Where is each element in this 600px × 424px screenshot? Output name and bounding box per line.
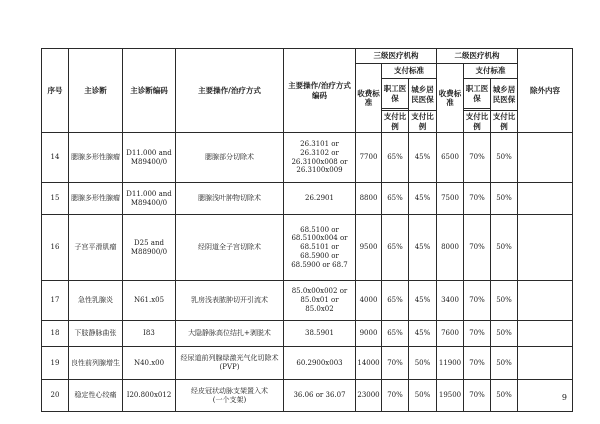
row-procedure: 经皮冠状动脉支架置入术 (一个支架) [176,380,284,412]
header-ratio-employee-2: 支付比例 [464,111,491,133]
table-row [42,347,573,380]
row-seq: 14 [42,133,69,183]
row-resident-ratio-level2: 50% [491,183,518,215]
row-resident-ratio-level2: 50% [491,347,518,380]
row-fee-level3: 9500 [356,215,382,281]
row-diagnosis-code: D11.000 and M89400/0 [123,133,176,183]
header-fee-std-3: 收费标准 [356,64,382,133]
row-fee-level3: 4000 [356,281,382,321]
row-fee-level3: 7700 [356,133,382,183]
row-exclude [518,347,573,380]
row-seq: 20 [42,380,69,412]
row-procedure-code: 68.5100 or 68.5100x004 or 68.5101 or 68.5900 or 68.5900 or 68.7 [284,215,356,281]
header-ratio-resident-2: 支付比例 [491,111,518,133]
row-resident-ratio-level3: 45% [409,133,437,183]
row-diagnosis: 腮腺多形性腺瘤 [69,133,123,183]
header-level3: 三级医疗机构 [356,49,437,64]
row-employee-ratio-level2: 70% [464,133,491,183]
page-number: 9 [561,393,567,402]
row-diagnosis-code: N40.x00 [123,347,176,380]
header-employee-2: 职工医保 [464,79,491,109]
row-fee-level2: 19500 [437,380,464,412]
row-employee-ratio-level2: 70% [464,215,491,281]
pricing-table [41,48,573,412]
header-ratio-resident-3: 支付比例 [409,111,437,133]
row-diagnosis-code: D25 and M88900/0 [123,215,176,281]
row-seq: 15 [42,183,69,215]
table-row [42,321,573,347]
header-diagnosis: 主诊断 [69,49,123,133]
row-fee-level3: 23000 [356,380,382,412]
row-exclude [518,133,573,183]
row-fee-level2: 7600 [437,321,464,347]
row-fee-level2: 6500 [437,133,464,183]
row-resident-ratio-level3: 45% [409,215,437,281]
row-resident-ratio-level3: 45% [409,281,437,321]
table-row [42,281,573,321]
row-resident-ratio-level3: 45% [409,321,437,347]
row-procedure: 大隐静脉高位结扎+剥脱术 [176,321,284,347]
header-seq: 序号 [42,49,69,133]
table-row [42,380,573,412]
row-fee-level3: 8800 [356,183,382,215]
row-seq: 17 [42,281,69,321]
row-employee-ratio-level2: 70% [464,321,491,347]
row-employee-ratio-level3: 70% [382,347,409,380]
row-diagnosis-code: N61.x05 [123,281,176,321]
header-diagnosis-code: 主诊断编码 [123,49,176,133]
header-exclude: 除外内容 [518,49,573,133]
row-procedure-code: 26.2901 [284,183,356,215]
row-employee-ratio-level3: 70% [382,380,409,412]
header-pay-std-2: 支付标准 [464,64,518,79]
row-exclude [518,183,573,215]
row-seq: 19 [42,347,69,380]
row-resident-ratio-level3: 50% [409,347,437,380]
row-procedure-code: 85.0x00x002 or 85.0x01 or 85.0x02 [284,281,356,321]
row-diagnosis: 急性乳腺炎 [69,281,123,321]
row-employee-ratio-level2: 70% [464,183,491,215]
row-exclude [518,321,573,347]
header-procedure: 主要操作/治疗方式 [176,49,284,133]
header-ratio-employee-3: 支付比例 [382,111,409,133]
row-employee-ratio-level2: 70% [464,380,491,412]
row-employee-ratio-level3: 65% [382,183,409,215]
table-row [42,215,573,281]
row-diagnosis: 下肢静脉曲张 [69,321,123,347]
row-procedure: 经阴道全子宫切除术 [176,215,284,281]
row-procedure-code: 60.2900x003 [284,347,356,380]
row-resident-ratio-level2: 50% [491,215,518,281]
row-procedure-code: 36.06 or 36.07 [284,380,356,412]
row-employee-ratio-level3: 65% [382,133,409,183]
row-fee-level3: 9000 [356,321,382,347]
row-fee-level2: 8000 [437,215,464,281]
row-fee-level2: 7500 [437,183,464,215]
row-employee-ratio-level2: 70% [464,281,491,321]
row-diagnosis-code: D11.000 and M89400/0 [123,183,176,215]
header-fee-std-2: 收费标准 [437,64,464,133]
row-resident-ratio-level2: 50% [491,380,518,412]
row-diagnosis: 腮腺多形性腺瘤 [69,183,123,215]
row-exclude [518,281,573,321]
row-employee-ratio-level3: 65% [382,215,409,281]
row-resident-ratio-level2: 50% [491,321,518,347]
row-seq: 16 [42,215,69,281]
row-diagnosis-code: I83 [123,321,176,347]
row-resident-ratio-level2: 50% [491,133,518,183]
table-row [42,183,573,215]
row-diagnosis: 稳定性心绞痛 [69,380,123,412]
row-procedure: 腮腺部分切除术 [176,133,284,183]
header-resident-2: 城乡居民医保 [491,79,518,111]
row-procedure-code: 38.5901 [284,321,356,347]
header-resident-3: 城乡居民医保 [409,79,437,111]
header-procedure-code: 主要操作/治疗方式编码 [284,49,356,133]
row-employee-ratio-level3: 65% [382,321,409,347]
row-resident-ratio-level3: 50% [409,380,437,412]
row-diagnosis-code: I20.800x012 [123,380,176,412]
row-employee-ratio-level3: 65% [382,281,409,321]
row-resident-ratio-level3: 45% [409,183,437,215]
row-procedure: 乳房浅表脓肿切开引流术 [176,281,284,321]
row-procedure: 腮腺浅叶肿物切除术 [176,183,284,215]
row-procedure: 经尿道前列腺绿激光气化切除术 (PVP) [176,347,284,380]
row-seq: 18 [42,321,69,347]
row-diagnosis: 良性前列腺增生 [69,347,123,380]
row-fee-level3: 14000 [356,347,382,380]
row-diagnosis: 子宫平滑肌瘤 [69,215,123,281]
row-employee-ratio-level2: 70% [464,347,491,380]
row-resident-ratio-level2: 50% [491,281,518,321]
header-employee-3: 职工医保 [382,79,409,109]
header-pay-std-3: 支付标准 [382,64,437,79]
row-exclude [518,215,573,281]
header-level2: 二级医疗机构 [437,49,518,64]
row-fee-level2: 11900 [437,347,464,380]
table-row [42,133,573,183]
row-fee-level2: 3400 [437,281,464,321]
row-procedure-code: 26.3101 or 26.3102 or 26.3100x008 or 26.3100x009 [284,133,356,183]
